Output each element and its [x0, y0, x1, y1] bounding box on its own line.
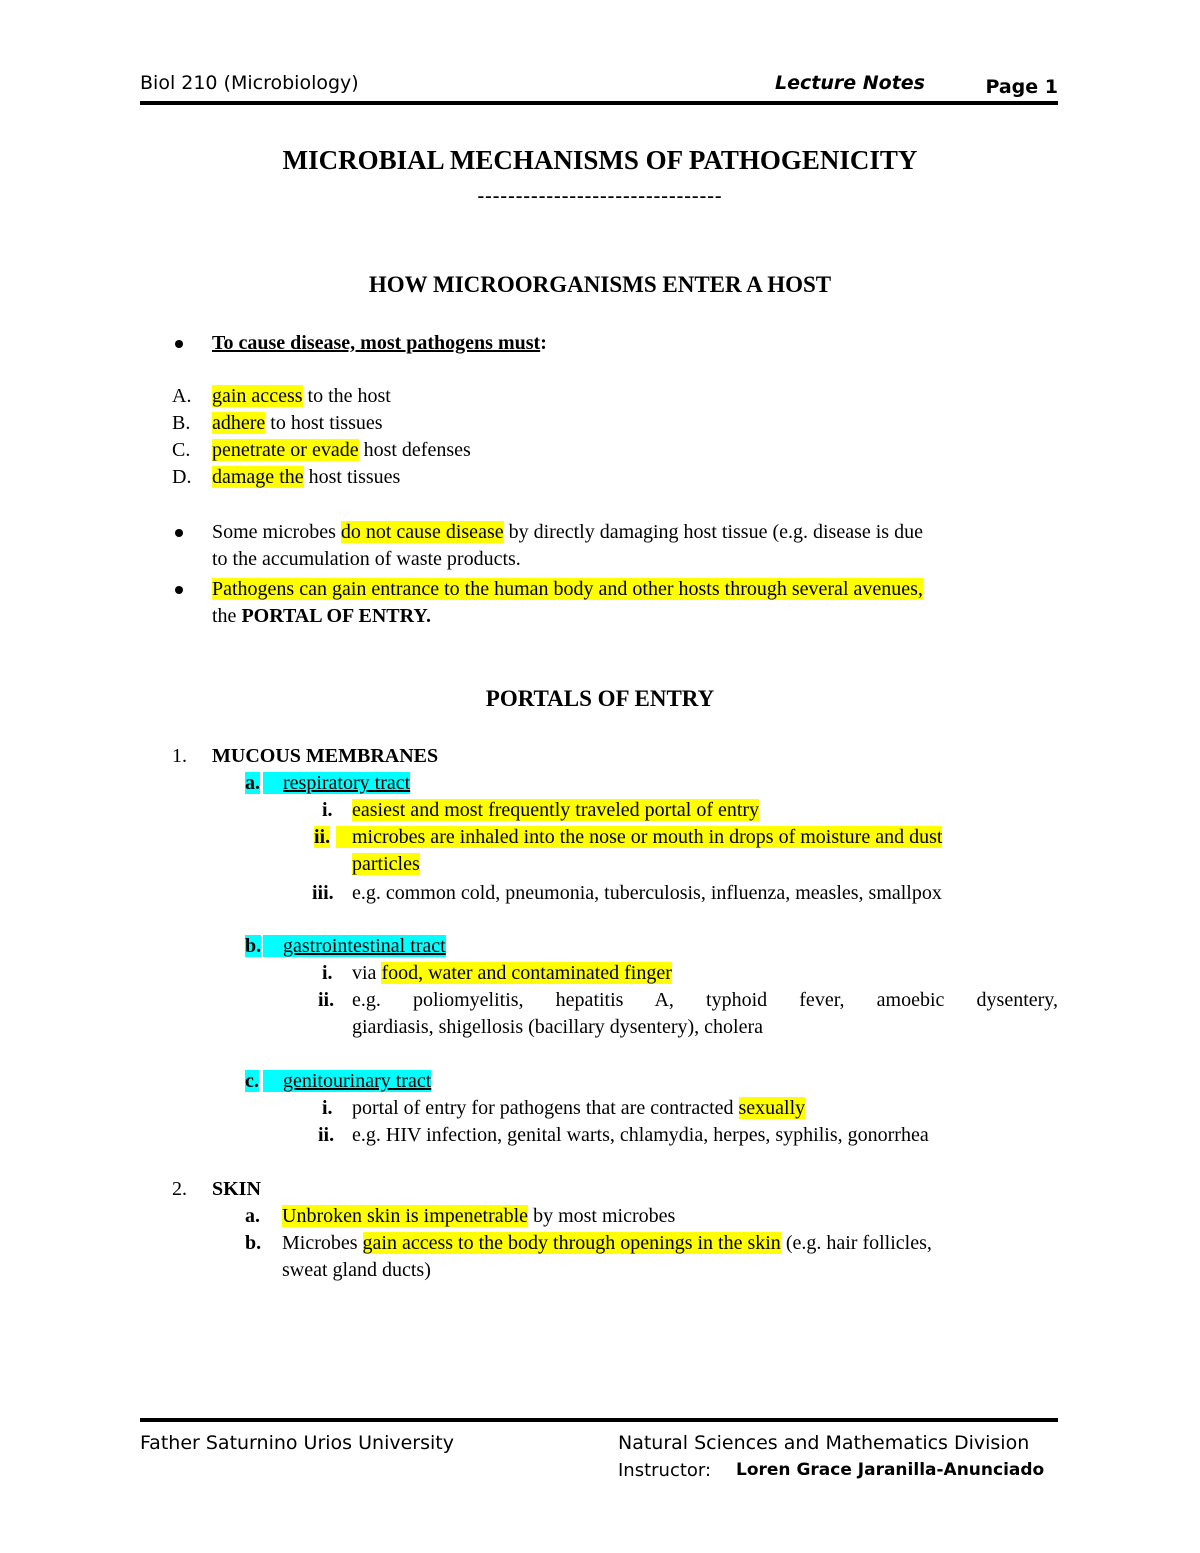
sublist-item: giardiasis, shigellosis (bacillary dysentery), cholera — [352, 1016, 763, 1038]
roman-numeral: i. — [322, 1097, 333, 1119]
sublist-item: portal of entry for pathogens that are contracted sexually — [352, 1097, 806, 1119]
intro-line: To cause disease, most pathogens must: — [212, 332, 547, 354]
list-number: 2. — [172, 1178, 187, 1200]
roman-numeral: iii. — [312, 882, 334, 904]
sublist-item: e.g. poliomyelitis, hepatitis A, typhoid fever, amoebic dysentery, — [352, 989, 1058, 1011]
sublist-item: microbes are inhaled into the nose or mouth in drops of moisture and dust — [336, 824, 942, 851]
sublist-item: via food, water and contaminated finger — [352, 962, 672, 984]
footer-instructor-label: Instructor: — [618, 1460, 712, 1481]
footer-division: Natural Sciences and Mathematics Division — [618, 1432, 1030, 1454]
roman-numeral: i. — [322, 962, 333, 984]
page-number: Page 1 — [985, 76, 1058, 98]
course-name: Biol 210 (Microbiology) — [140, 72, 359, 94]
section-heading-enter-host: HOW MICROORGANISMS ENTER A HOST — [368, 272, 832, 297]
page-header — [140, 72, 1058, 102]
sublist-title: gastrointestinal tract — [263, 933, 446, 960]
bullet-text: Some microbes do not cause disease by directly damaging host tissue (e.g. disease is due — [212, 521, 923, 543]
footer-rule — [140, 1418, 1058, 1422]
sublist-item: Unbroken skin is impenetrable by most microbes — [282, 1205, 676, 1227]
bullet-text: the PORTAL OF ENTRY. — [212, 605, 431, 627]
bullet-text: to the accumulation of waste products. — [212, 548, 521, 570]
sublist-item: sweat gland ducts) — [282, 1259, 431, 1281]
step-letter: C. — [172, 439, 191, 461]
bullet-icon — [172, 583, 186, 597]
roman-numeral: ii. — [318, 1124, 335, 1146]
title-underline: -------------------------------- — [477, 185, 723, 207]
sublist-item: e.g. common cold, pneumonia, tuberculosis, influenza, measles, smallpox — [352, 882, 942, 904]
step-letter: D. — [172, 466, 192, 488]
subsection-title: MUCOUS MEMBRANES — [212, 745, 439, 767]
roman-numeral: ii. — [314, 826, 331, 848]
bullet-text: Pathogens can gain entrance to the human body and other hosts through several avenues, — [212, 578, 923, 600]
doc-type: Lecture Notes — [775, 72, 925, 94]
sublist-label: a. — [245, 772, 260, 794]
header-rule — [140, 101, 1058, 105]
page-title: MICROBIAL MECHANISMS OF PATHOGENICITY — [282, 145, 918, 175]
footer-instructor-name: Loren Grace Jaranilla-Anunciado — [736, 1460, 1045, 1480]
subsection-title: SKIN — [212, 1178, 261, 1200]
step-item: damage the host tissues — [212, 466, 401, 488]
sublist-label: c. — [245, 1070, 259, 1092]
bullet-icon — [172, 337, 186, 351]
list-number: 1. — [172, 745, 187, 767]
roman-numeral: ii. — [318, 989, 335, 1011]
sublist-title: respiratory tract — [263, 770, 410, 797]
sublist-label: b. — [245, 935, 262, 957]
step-item: penetrate or evade host defenses — [212, 439, 471, 461]
step-letter: B. — [172, 412, 191, 434]
step-letter: A. — [172, 385, 192, 407]
footer-university: Father Saturnino Urios University — [140, 1432, 454, 1454]
sublist-item: e.g. HIV infection, genital warts, chlamydia, herpes, syphilis, gonorrhea — [352, 1124, 929, 1146]
sublist-title: genitourinary tract — [263, 1068, 431, 1095]
roman-numeral: i. — [322, 799, 333, 821]
sublist-item: Microbes gain access to the body through openings in the skin (e.g. hair follicles, — [282, 1232, 932, 1254]
sublist-item: easiest and most frequently traveled portal of entry — [352, 799, 760, 821]
step-item: gain access to the host — [212, 385, 391, 407]
section-heading-portals: PORTALS OF ENTRY — [485, 686, 715, 711]
step-item: adhere to host tissues — [212, 412, 383, 434]
sublist-label: b. — [245, 1232, 262, 1254]
sublist-label: a. — [245, 1205, 260, 1227]
sublist-item: particles — [352, 853, 420, 875]
bullet-icon — [172, 526, 186, 540]
